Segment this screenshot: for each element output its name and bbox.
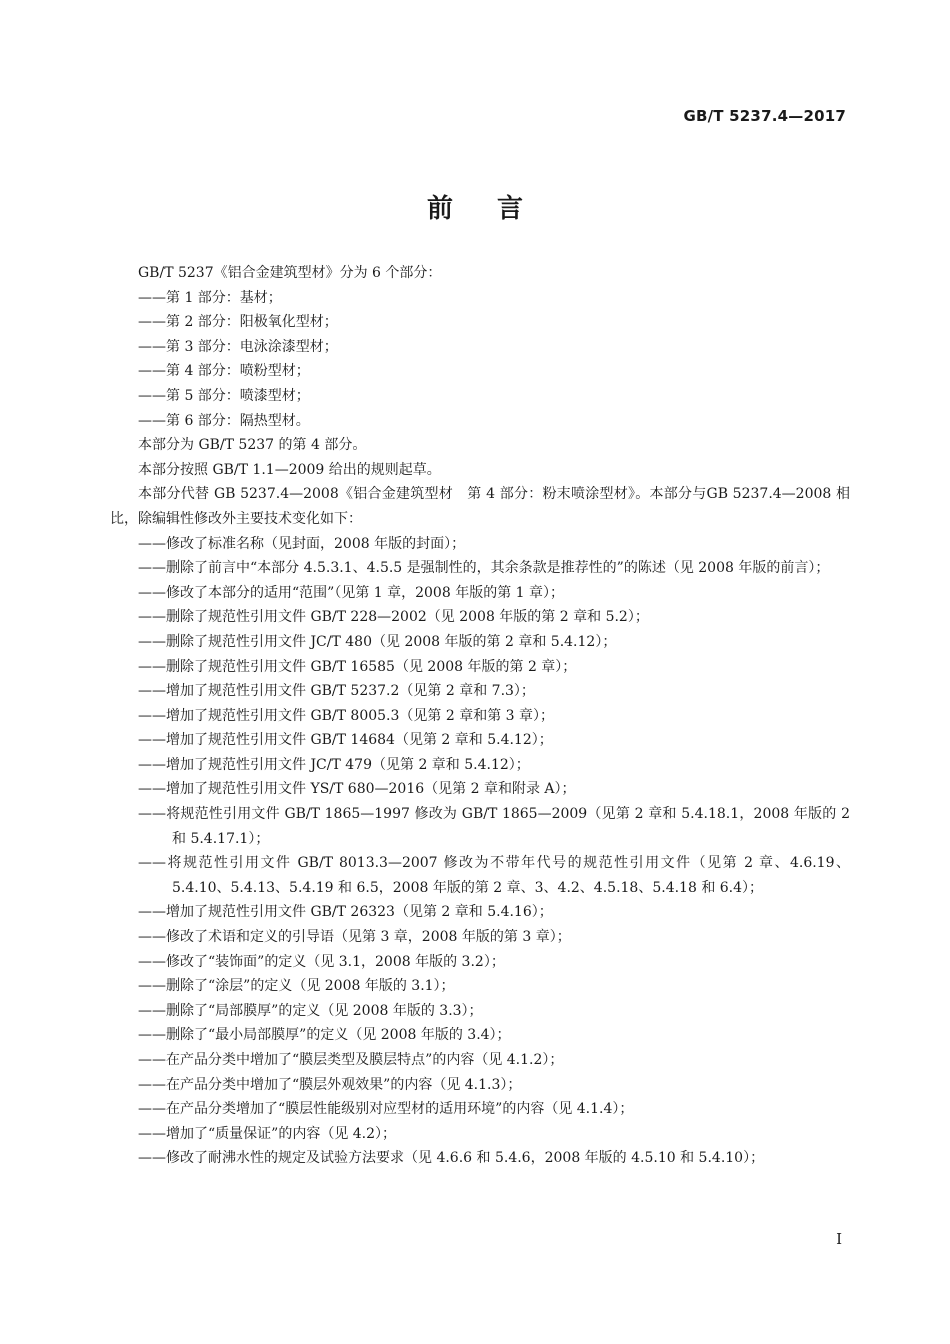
drafting-paragraph: 本部分按照 GB/T 1.1—2009 给出的规则起草。 [138,461,441,478]
list-item: ——增加了规范性引用文件 GB/T 5237.2（见第 2 章和 7.3）； [138,683,535,700]
list-item: ——删除了“涂层”的定义（见 2008 年版的 3.1）； [138,978,455,995]
list-item: ——增加了规范性引用文件 JC/T 479（见第 2 章和 5.4.12）； [138,756,530,773]
list-item: ——第 6 部分：隔热型材。 [138,412,310,429]
list-item: ——修改了耐沸水性的规定及试验方法要求（见 4.6.6 和 5.4.6，2008 年版的 4.5.10 和 5.4.10）； [138,1150,765,1167]
list-item: ——修改了“装饰面”的定义（见 3.1，2008 年版的 3.2）； [138,953,505,970]
list-item: ——删除了“局部膜厚”的定义（见 2008 年版的 3.3）； [138,1002,483,1019]
list-item: ——增加了规范性引用文件 GB/T 14684（见第 2 章和 5.4.12）； [138,732,553,749]
page-number: I [836,1230,842,1248]
list-item: ——第 5 部分：喷漆型材； [138,387,310,404]
list-item: ——删除了前言中“本部分 4.5.3.1、4.5.5 是强制性的，其余条款是推荐性的”的陈述（见 2008 年版的前言）； [138,560,830,577]
list-item: ——第 3 部分：电泳涂漆型材； [138,338,338,355]
list-item: ——增加了规范性引用文件 GB/T 26323（见第 2 章和 5.4.16）； [138,904,553,921]
parts-list [110,286,850,434]
list-item: ——修改了标准名称（见封面，2008 年版的封面）； [138,535,466,552]
document-number: GB/T 5237.4—2017 [683,107,846,125]
list-item: ——第 4 部分：喷粉型材； [138,363,310,380]
list-item: ——第 2 部分：阳极氧化型材； [138,314,338,331]
list-item: ——在产品分类中增加了“膜层类型及膜层特点”的内容（见 4.1.2）； [138,1052,564,1068]
list-item: ——增加了规范性引用文件 GB/T 8005.3（见第 2 章和第 3 章）； [138,707,555,724]
list-item: ——将规范性引用文件 GB/T 1865—1997 修改为 GB/T 1865—2009（见第 2 章和 5.4.18.1，2008 年版的 2 和 5.4.17.1）； [138,806,850,847]
page-title: 前言 [426,194,567,224]
list-item: ——删除了规范性引用文件 GB/T 16585（见 2008 年版的第 2 章）； [138,658,577,675]
list-item: ——在产品分类增加了“膜层性能级别对应型材的适用环境”的内容（见 4.1.4）； [138,1101,634,1118]
list-item: ——第 1 部分：基材； [138,289,282,306]
foreword-body [110,261,850,1171]
list-item: ——修改了术语和定义的引导语（见第 3 章，2008 年版的第 3 章）； [138,929,571,946]
replacement-paragraph: 本部分代替 GB 5237.4—2008《铝合金建筑型材 第 4 部分：粉末喷涂型材》。本部分与GB 5237.4—2008 相比，除编辑性修改外主要技术变化如下： [110,486,850,527]
list-item: ——修改了本部分的适用“范围”（见第 1 章，2008 年版的第 1 章）； [138,584,565,601]
intro-paragraph: GB/T 5237《铝合金建筑型材》分为 6 个部分： [138,265,442,281]
list-item: ——将规范性引用文件 GB/T 8013.3—2007 修改为不带年代号的规范性引用文件（见第 2 章、4.6.19、5.4.10、5.4.13、5.4.19 和 6.5，2008 年版的第 2 章、3、4.2、4.5.18、5.4.18 和 6.4）； [138,855,850,896]
list-item: ——删除了规范性引用文件 JC/T 480（见 2008 年版的第 2 章和 5.4.12）； [138,633,617,650]
list-item: ——删除了“最小局部膜厚”的定义（见 2008 年版的 3.4）； [138,1027,511,1044]
list-item: ——删除了规范性引用文件 GB/T 228—2002（见 2008 年版的第 2 章和 5.2）； [138,609,649,626]
list-item: ——增加了规范性引用文件 YS/T 680—2016（见第 2 章和附录 A）； [138,781,576,798]
list-item: ——在产品分类中增加了“膜层外观效果”的内容（见 4.1.3）； [138,1076,522,1093]
list-item: ——增加了“质量保证”的内容（见 4.2）； [138,1125,397,1142]
this-part-paragraph: 本部分为 GB/T 5237 的第 4 部分。 [138,437,367,454]
changes-list [110,532,850,1171]
